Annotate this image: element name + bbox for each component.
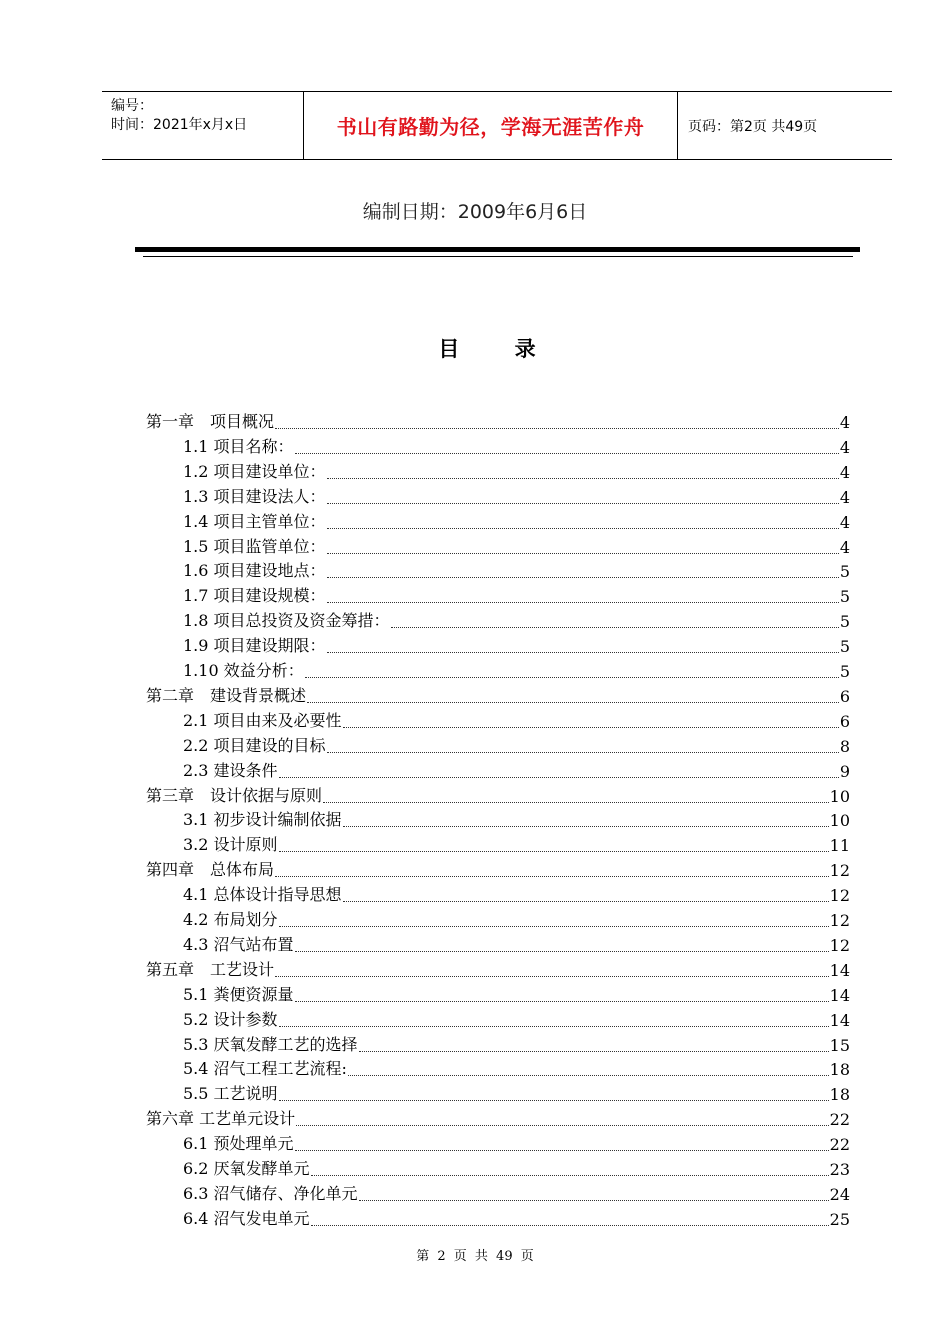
toc-entry-page: 6 <box>839 687 850 706</box>
toc-entry-title: 4.1 总体设计指导思想 <box>183 885 342 904</box>
toc-dot-leader <box>327 651 839 653</box>
toc-section-row[interactable] <box>183 1180 850 1204</box>
toc-chapter-row[interactable] <box>146 856 850 880</box>
toc-entry-page: 22 <box>829 1135 850 1154</box>
toc-section-row[interactable] <box>183 1055 850 1079</box>
toc-chapter-row[interactable] <box>146 1105 850 1129</box>
toc-entry-page: 15 <box>829 1036 850 1055</box>
header-meta-cell <box>102 92 304 159</box>
toc-entry-page: 9 <box>839 762 850 781</box>
toc-section-row[interactable] <box>183 483 850 507</box>
toc-entry-title: 1.3 项目建设法人： <box>183 487 326 506</box>
toc-section-row[interactable] <box>183 1006 850 1030</box>
toc-dot-leader <box>327 477 839 479</box>
toc-dot-leader <box>343 900 829 902</box>
toc-entry-page: 5 <box>839 662 850 681</box>
toc-entry-title: 6.2 厌氧发酵单元 <box>183 1159 310 1178</box>
toc-dot-leader <box>275 875 829 877</box>
toc-dot-leader <box>295 452 839 454</box>
toc-entry-title: 第四章 总体布局 <box>146 860 275 879</box>
toc-entry-page: 14 <box>829 986 850 1005</box>
toc-entry-title: 2.2 项目建设的目标 <box>183 736 326 755</box>
toc-section-row[interactable] <box>183 806 850 830</box>
toc-entry-title: 3.2 设计原则 <box>183 835 278 854</box>
toc-entry-title: 6.4 沼气发电单元 <box>183 1209 310 1228</box>
toc-section-row[interactable] <box>183 1205 850 1229</box>
toc-dot-leader <box>348 1074 829 1076</box>
header-page-info: 页码：第2页 共49页 <box>688 118 818 135</box>
toc-entry-page: 25 <box>829 1210 850 1229</box>
toc-entry-page: 4 <box>839 538 850 557</box>
toc-entry-title: 1.2 项目建设单位： <box>183 462 326 481</box>
title-rule-thin <box>143 256 853 257</box>
toc-dot-leader <box>295 950 829 952</box>
toc-entry-title: 1.8 项目总投资及资金筹措： <box>183 611 390 630</box>
toc-dot-leader <box>359 1199 829 1201</box>
toc-section-row[interactable] <box>183 1031 850 1055</box>
toc-section-row[interactable] <box>183 1155 850 1179</box>
toc-entry-page: 14 <box>829 961 850 980</box>
toc-section-row[interactable] <box>183 1080 850 1104</box>
toc-entry-title: 第三章 设计依据与原则 <box>146 786 323 805</box>
toc-dot-leader <box>327 552 839 554</box>
toc-section-row[interactable] <box>183 707 850 731</box>
toc-dot-leader <box>359 1050 829 1052</box>
toc-entry-title: 5.5 工艺说明 <box>183 1084 278 1103</box>
toc-section-row[interactable] <box>183 607 850 631</box>
toc-section-row[interactable] <box>183 533 850 557</box>
toc-entry-title: 第五章 工艺设计 <box>146 960 275 979</box>
toc-chapter-row[interactable] <box>146 682 850 706</box>
toc-entry-page: 4 <box>839 438 850 457</box>
toc-section-row[interactable] <box>183 508 850 532</box>
toc-entry-title: 第一章 项目概况 <box>146 412 275 431</box>
toc-section-row[interactable] <box>183 1130 850 1154</box>
toc-entry-title: 2.3 建设条件 <box>183 761 278 780</box>
toc-entry-page: 10 <box>829 811 850 830</box>
toc-section-row[interactable] <box>183 757 850 781</box>
toc-section-row[interactable] <box>183 557 850 581</box>
toc-entry-title: 4.2 布局划分 <box>183 910 278 929</box>
toc-entry-title: 1.5 项目监管单位： <box>183 537 326 556</box>
document-time-label: 时间：2021年x月x日 <box>111 117 248 133</box>
toc-dot-leader <box>327 576 839 578</box>
page-footer: 第 2 页 共 49 页 <box>416 1249 534 1264</box>
toc-entry-title: 3.1 初步设计编制依据 <box>183 810 342 829</box>
document-number-label: 编号： <box>111 98 153 114</box>
toc-dot-leader <box>327 601 839 603</box>
toc-entry-page: 5 <box>839 587 850 606</box>
toc-entry-page: 4 <box>839 413 850 432</box>
toc-entry-title: 第六章 工艺单元设计 <box>146 1109 296 1128</box>
toc-dot-leader <box>327 751 839 753</box>
toc-dot-leader <box>343 825 829 827</box>
toc-chapter-row[interactable] <box>146 782 850 806</box>
toc-title: 目 录 <box>438 336 560 361</box>
toc-entry-title: 1.1 项目名称： <box>183 437 294 456</box>
toc-entry-page: 22 <box>829 1110 850 1129</box>
toc-section-row[interactable] <box>183 732 850 756</box>
toc-entry-title: 1.4 项目主管单位： <box>183 512 326 531</box>
toc-entry-title: 6.1 预处理单元 <box>183 1134 294 1153</box>
toc-entry-title: 1.7 项目建设规模： <box>183 586 326 605</box>
toc-dot-leader <box>311 1224 829 1226</box>
toc-dot-leader <box>391 626 839 628</box>
toc-section-row[interactable] <box>183 981 850 1005</box>
toc-entry-page: 18 <box>829 1060 850 1079</box>
toc-dot-leader <box>279 850 829 852</box>
toc-entry-page: 8 <box>839 737 850 756</box>
toc-dot-leader <box>275 427 839 429</box>
toc-section-row[interactable] <box>183 881 850 905</box>
toc-section-row[interactable] <box>183 931 850 955</box>
toc-dot-leader <box>311 1174 829 1176</box>
toc-entry-title: 6.3 沼气储存、净化单元 <box>183 1184 358 1203</box>
toc-chapter-row[interactable] <box>146 956 850 980</box>
toc-section-row[interactable] <box>183 582 850 606</box>
toc-dot-leader <box>307 701 839 703</box>
toc-entry-page: 4 <box>839 488 850 507</box>
toc-section-row[interactable] <box>183 657 850 681</box>
toc-entry-title: 5.2 设计参数 <box>183 1010 278 1029</box>
toc-entry-title: 5.1 粪便资源量 <box>183 985 294 1004</box>
toc-entry-title: 2.1 项目由来及必要性 <box>183 711 342 730</box>
toc-entry-title: 4.3 沼气站布置 <box>183 935 294 954</box>
toc-dot-leader <box>279 1025 829 1027</box>
toc-section-row[interactable] <box>183 632 850 656</box>
toc-entry-title: 第二章 建设背景概述 <box>146 686 307 705</box>
toc-entry-page: 24 <box>829 1185 850 1204</box>
toc-entry-page: 4 <box>839 463 850 482</box>
compiled-date: 编制日期：2009年6月6日 <box>362 201 588 223</box>
toc-entry-title: 1.9 项目建设期限： <box>183 636 326 655</box>
toc-entry-page: 4 <box>839 513 850 532</box>
toc-dot-leader <box>327 502 839 504</box>
toc-entry-page: 11 <box>829 836 850 855</box>
toc-dot-leader <box>275 975 829 977</box>
toc-entry-page: 5 <box>839 637 850 656</box>
header-motto: 书山有路勤为径，学海无涯苦作舟 <box>304 92 678 159</box>
toc-entry-page: 10 <box>829 787 850 806</box>
toc-chapter-row[interactable] <box>146 408 850 432</box>
toc-entry-page: 12 <box>829 911 850 930</box>
toc-dot-leader <box>279 1099 829 1101</box>
toc-entry-page: 12 <box>829 861 850 880</box>
toc-entry-title: 1.10 效益分析： <box>183 661 304 680</box>
toc-entry-title: 5.3 厌氧发酵工艺的选择 <box>183 1035 358 1054</box>
toc-dot-leader <box>305 676 839 678</box>
toc-dot-leader <box>296 1124 829 1126</box>
toc-section-row[interactable] <box>183 458 850 482</box>
toc-section-row[interactable] <box>183 831 850 855</box>
toc-dot-leader <box>295 1149 829 1151</box>
toc-entry-page: 5 <box>839 562 850 581</box>
toc-entry-page: 18 <box>829 1085 850 1104</box>
toc-dot-leader <box>295 1000 829 1002</box>
toc-dot-leader <box>327 527 839 529</box>
title-rule-thick <box>135 247 860 252</box>
toc-dot-leader <box>343 726 839 728</box>
toc-entry-page: 14 <box>829 1011 850 1030</box>
toc-dot-leader <box>279 925 829 927</box>
toc-entry-page: 23 <box>829 1160 850 1179</box>
toc-section-row[interactable] <box>183 433 850 457</box>
toc-entry-title: 1.6 项目建设地点： <box>183 561 326 580</box>
toc-dot-leader <box>323 801 829 803</box>
toc-entry-page: 12 <box>829 886 850 905</box>
toc-dot-leader <box>279 776 839 778</box>
toc-entry-page: 12 <box>829 936 850 955</box>
toc-entry-page: 6 <box>839 712 850 731</box>
toc-entry-page: 5 <box>839 612 850 631</box>
document-header <box>102 91 892 160</box>
toc-entry-title: 5.4 沼气工程工艺流程: <box>183 1059 347 1078</box>
toc-section-row[interactable] <box>183 906 850 930</box>
